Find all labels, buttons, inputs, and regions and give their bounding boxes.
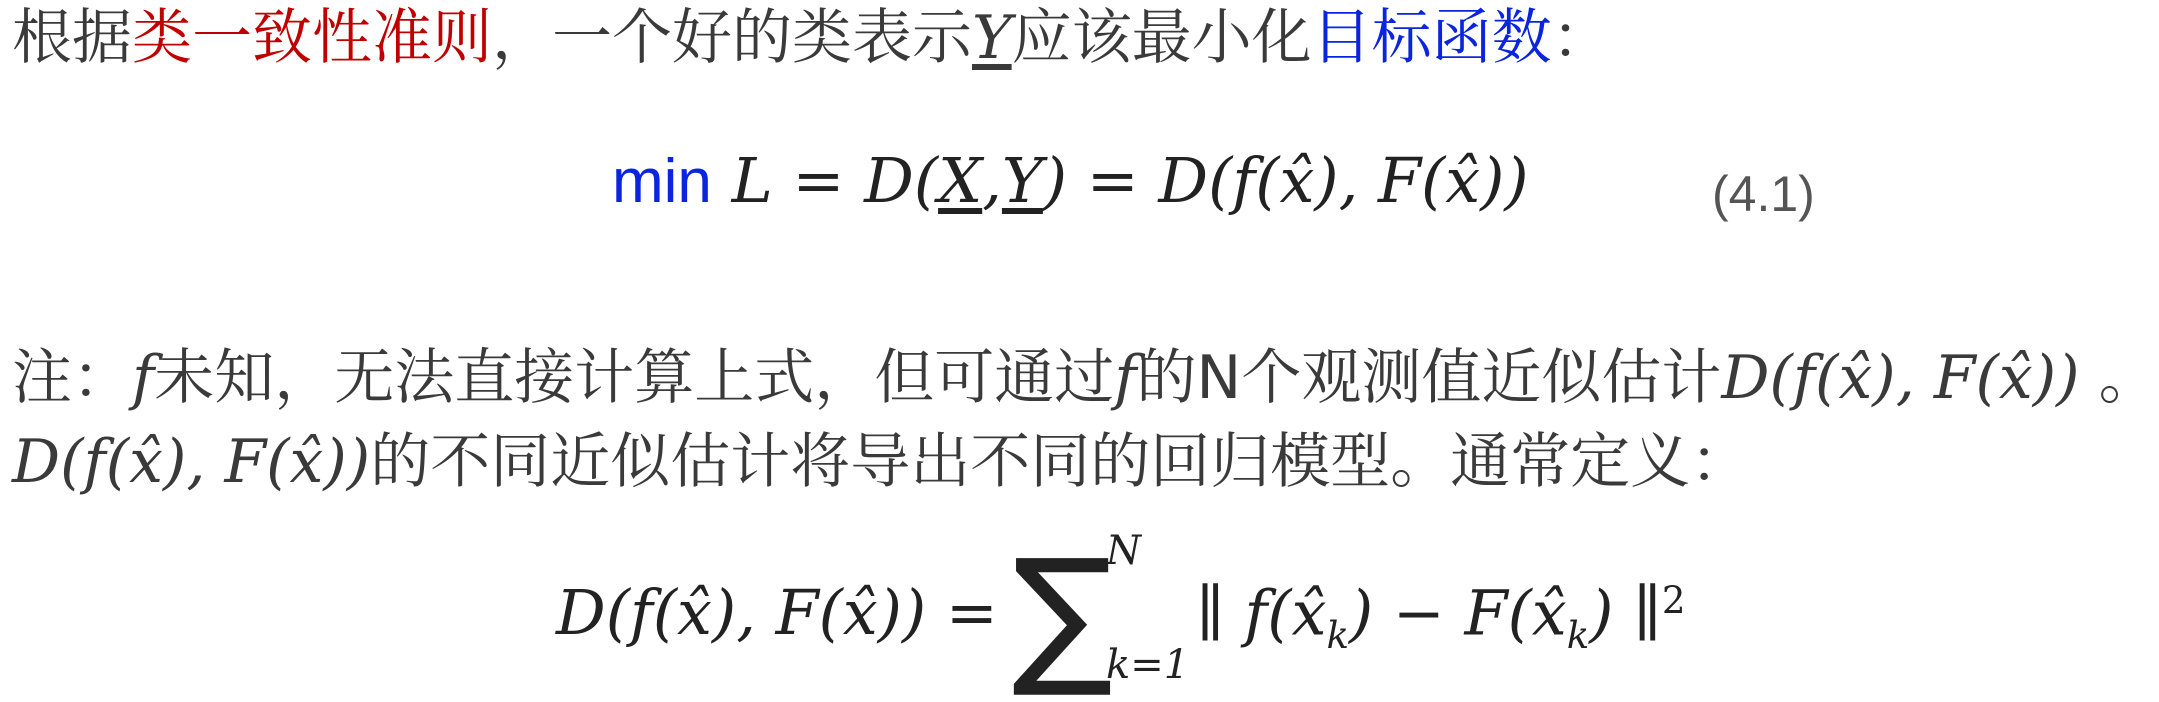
note-line-1 [12,343,2159,413]
note-math-1: D(f(x̂), F(x̂)) [1721,343,2080,413]
eq2-sub2: k [1566,613,1590,658]
intro-middle2: 应该最小化 [1011,3,1312,73]
eq2-sub1: k [1326,613,1349,658]
note-f2: f [1114,343,1137,413]
eq1-comma: , [982,144,1002,217]
note-line-2 [12,427,1751,497]
note-text-line3: 的不同近似估计将导出不同的回归模型。通常定义： [370,427,1751,497]
intro-prefix: 根据 [12,3,132,73]
intro-suffix: ： [1551,3,1612,73]
sum-upper-limit: N [1106,528,1141,574]
note-label: 注： [12,343,132,413]
equation-2-rhs [1196,576,1686,658]
intro-sentence [12,3,1612,73]
eq1-body-a: L = D( [711,144,939,217]
eq2-rhs-a: ∥ f(x̂ [1196,576,1327,650]
objective-function-term: 目标函数 [1311,3,1552,73]
sum-lower-limit: k=1 [1106,642,1190,688]
note-text-b: 未知，无法直接计算上式，但可通过 [154,343,1115,413]
note-end: 。 [2079,343,2159,413]
class-rep-var-Y: Y [972,3,1012,73]
note-text-c: 的N个观测值近似估计 [1136,343,1722,413]
eq1-var-X: X [938,144,983,217]
equation-2-lhs [556,576,998,649]
eq2-rhs-c: ) ∥ [1589,576,1662,650]
note-math-2: D(f(x̂), F(x̂)) [12,427,371,497]
eq2-rhs-b: ) − F(x̂ [1349,576,1567,650]
eq2-lhs: D(f(x̂), F(x̂)) = [556,576,998,649]
min-operator: min [612,147,712,216]
eq2-power: 2 [1661,578,1686,622]
eq1-body-b: ) = D(f(x̂), F(x̂)) [1042,144,1529,217]
equation-4-1 [612,144,1529,217]
class-consistency-term: 类一致性准则 [132,3,492,73]
note-f: f [132,343,155,413]
eq1-var-Y: Y [1001,144,1043,217]
summation-sigma: ∑ [1012,528,1114,702]
intro-middle: ，一个好的类表示 [492,3,972,73]
equation-number: (4.1) [1712,166,1815,222]
